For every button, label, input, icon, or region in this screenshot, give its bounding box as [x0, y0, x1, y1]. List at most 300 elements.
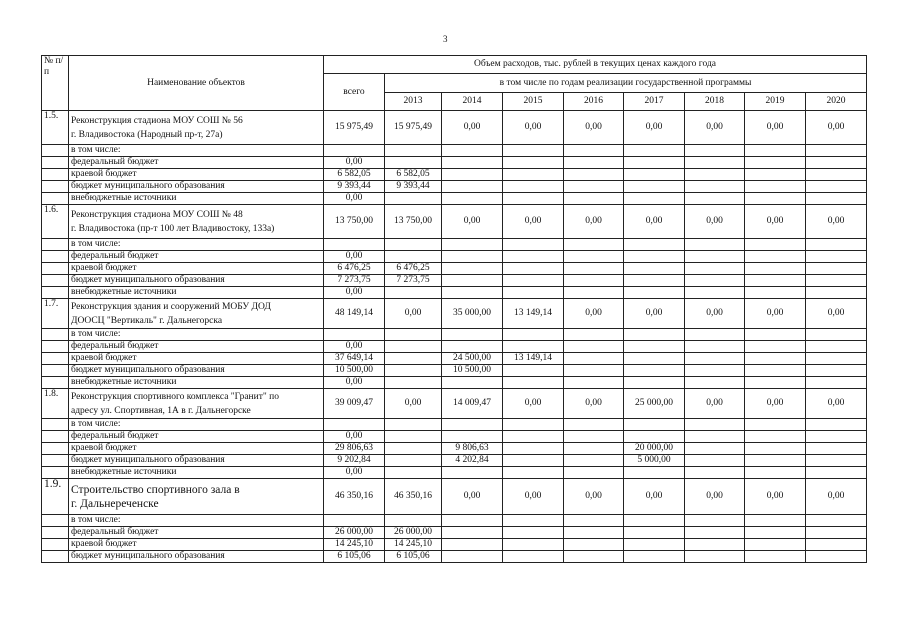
funding-num-cell	[42, 515, 69, 527]
funding-year-2016	[564, 515, 624, 527]
object-year-2014: 35 000,00	[442, 299, 503, 329]
object-year-2017: 0,00	[624, 111, 685, 145]
funding-year-2013: 7 273,75	[385, 275, 442, 287]
funding-year-2015	[503, 455, 564, 467]
funding-label: федеральный бюджет	[69, 157, 324, 169]
funding-year-2017	[624, 145, 685, 157]
funding-total	[324, 419, 385, 431]
funding-year-2015	[503, 193, 564, 205]
funding-year-2018	[685, 287, 745, 299]
funding-year-2015	[503, 263, 564, 275]
object-year-2015: 0,00	[503, 389, 564, 419]
object-year-2018: 0,00	[685, 205, 745, 239]
funding-year-2018	[685, 467, 745, 479]
funding-year-2019	[745, 251, 806, 263]
object-row	[42, 205, 867, 239]
object-year-2020: 0,00	[806, 299, 867, 329]
funding-year-2015	[503, 157, 564, 169]
object-year-2014: 0,00	[442, 479, 503, 515]
year-header-2019: 2019	[745, 93, 806, 111]
funding-year-2019	[745, 467, 806, 479]
funding-row	[42, 341, 867, 353]
funding-year-2020	[806, 467, 867, 479]
funding-year-2015	[503, 145, 564, 157]
funding-year-2017	[624, 515, 685, 527]
object-name-line2: г. Дальнереченске	[71, 497, 159, 510]
funding-total: 14 245,10	[324, 539, 385, 551]
funding-year-2014: 9 806,63	[442, 443, 503, 455]
header-num: № п/п	[42, 56, 69, 111]
funding-year-2020	[806, 377, 867, 389]
object-row	[42, 389, 867, 419]
funding-year-2017	[624, 329, 685, 341]
funding-year-2017	[624, 181, 685, 193]
funding-year-2017	[624, 353, 685, 365]
object-year-2013: 13 750,00	[385, 205, 442, 239]
funding-row	[42, 515, 867, 527]
object-row	[42, 479, 867, 515]
funding-year-2015	[503, 365, 564, 377]
funding-num-cell	[42, 341, 69, 353]
object-year-2013: 0,00	[385, 389, 442, 419]
funding-total: 0,00	[324, 251, 385, 263]
funding-year-2013: 9 393,44	[385, 181, 442, 193]
funding-year-2020	[806, 353, 867, 365]
object-name	[69, 111, 324, 145]
object-total: 15 975,49	[324, 111, 385, 145]
object-year-2017: 0,00	[624, 479, 685, 515]
object-year-2019: 0,00	[745, 111, 806, 145]
object-year-2019: 0,00	[745, 205, 806, 239]
funding-year-2020	[806, 169, 867, 181]
funding-year-2019	[745, 551, 806, 563]
object-year-2016: 0,00	[564, 479, 624, 515]
funding-year-2018	[685, 551, 745, 563]
funding-label: бюджет муниципального образования	[69, 275, 324, 287]
funding-year-2019	[745, 181, 806, 193]
funding-num-cell	[42, 145, 69, 157]
object-total: 48 149,14	[324, 299, 385, 329]
funding-year-2014	[442, 377, 503, 389]
funding-year-2013	[385, 157, 442, 169]
funding-row	[42, 157, 867, 169]
object-year-2018: 0,00	[685, 111, 745, 145]
funding-label: внебюджетные источники	[69, 287, 324, 299]
funding-year-2018	[685, 527, 745, 539]
object-year-2017: 0,00	[624, 299, 685, 329]
object-year-2014: 14 009,47	[442, 389, 503, 419]
funding-num-cell	[42, 353, 69, 365]
funding-year-2013	[385, 419, 442, 431]
funding-total: 0,00	[324, 431, 385, 443]
funding-year-2017	[624, 239, 685, 251]
funding-year-2019	[745, 515, 806, 527]
object-year-2015: 0,00	[503, 205, 564, 239]
funding-row	[42, 365, 867, 377]
funding-total: 29 806,63	[324, 443, 385, 455]
funding-num-cell	[42, 157, 69, 169]
object-name-line1: Строительство спортивного зала в	[71, 483, 240, 496]
funding-label: краевой бюджет	[69, 539, 324, 551]
year-header-2017: 2017	[624, 93, 685, 111]
funding-row	[42, 419, 867, 431]
funding-year-2018	[685, 455, 745, 467]
funding-total: 0,00	[324, 287, 385, 299]
funding-row	[42, 431, 867, 443]
funding-row	[42, 527, 867, 539]
funding-year-2013	[385, 467, 442, 479]
object-year-2016: 0,00	[564, 205, 624, 239]
object-year-2019: 0,00	[745, 389, 806, 419]
funding-num-cell	[42, 169, 69, 181]
object-year-2014: 0,00	[442, 111, 503, 145]
funding-year-2020	[806, 287, 867, 299]
funding-year-2019	[745, 431, 806, 443]
funding-year-2019	[745, 419, 806, 431]
funding-row	[42, 275, 867, 287]
funding-row	[42, 443, 867, 455]
funding-row	[42, 145, 867, 157]
funding-total: 0,00	[324, 157, 385, 169]
funding-year-2020	[806, 275, 867, 287]
funding-total: 0,00	[324, 193, 385, 205]
funding-year-2017	[624, 431, 685, 443]
funding-year-2015	[503, 239, 564, 251]
funding-year-2015	[503, 467, 564, 479]
funding-year-2019	[745, 377, 806, 389]
funding-label: бюджет муниципального образования	[69, 181, 324, 193]
object-year-2019: 0,00	[745, 479, 806, 515]
object-year-2015: 13 149,14	[503, 299, 564, 329]
funding-total: 7 273,75	[324, 275, 385, 287]
funding-year-2016	[564, 275, 624, 287]
funding-year-2019	[745, 157, 806, 169]
funding-total: 10 500,00	[324, 365, 385, 377]
header-name: Наименование объектов	[69, 56, 324, 111]
funding-total: 0,00	[324, 467, 385, 479]
object-name-line2: г. Владивостока (пр-т 100 лет Владивостоку, 133а)	[71, 223, 275, 234]
funding-label: краевой бюджет	[69, 353, 324, 365]
funding-num-cell	[42, 193, 69, 205]
funding-year-2018	[685, 251, 745, 263]
funding-year-2014	[442, 157, 503, 169]
object-year-2016: 0,00	[564, 299, 624, 329]
funding-year-2019	[745, 287, 806, 299]
funding-year-2015	[503, 527, 564, 539]
funding-label: бюджет муниципального образования	[69, 551, 324, 563]
funding-year-2019	[745, 443, 806, 455]
funding-total: 26 000,00	[324, 527, 385, 539]
funding-year-2017	[624, 157, 685, 169]
object-name-line2: адресу ул. Спортивная, 1А в г. Дальнегорске	[71, 405, 251, 416]
funding-year-2014	[442, 193, 503, 205]
object-year-2013: 0,00	[385, 299, 442, 329]
funding-year-2015	[503, 329, 564, 341]
funding-year-2016	[564, 377, 624, 389]
object-year-2013: 15 975,49	[385, 111, 442, 145]
funding-total: 6 105,06	[324, 551, 385, 563]
funding-year-2015	[503, 341, 564, 353]
funding-year-2014	[442, 551, 503, 563]
funding-year-2013: 6 582,05	[385, 169, 442, 181]
funding-year-2018	[685, 239, 745, 251]
object-year-2018: 0,00	[685, 479, 745, 515]
funding-year-2019	[745, 239, 806, 251]
funding-year-2019	[745, 365, 806, 377]
table-header	[42, 56, 867, 111]
funding-year-2019	[745, 263, 806, 275]
funding-row	[42, 455, 867, 467]
funding-row	[42, 539, 867, 551]
funding-year-2013: 6 476,25	[385, 263, 442, 275]
object-year-2020: 0,00	[806, 205, 867, 239]
funding-year-2016	[564, 527, 624, 539]
funding-num-cell	[42, 239, 69, 251]
funding-year-2014: 10 500,00	[442, 365, 503, 377]
funding-num-cell	[42, 329, 69, 341]
funding-year-2016	[564, 239, 624, 251]
funding-year-2020	[806, 181, 867, 193]
funding-year-2013	[385, 341, 442, 353]
funding-year-2014	[442, 239, 503, 251]
funding-year-2014	[442, 467, 503, 479]
funding-year-2013	[385, 431, 442, 443]
object-name-line1: Реконструкция здания и сооружений МОБУ ДОД	[71, 301, 271, 312]
funding-year-2019	[745, 527, 806, 539]
funding-year-2014	[442, 527, 503, 539]
funding-year-2013	[385, 239, 442, 251]
object-row	[42, 111, 867, 145]
funding-year-2020	[806, 443, 867, 455]
funding-year-2016	[564, 431, 624, 443]
funding-year-2017: 5 000,00	[624, 455, 685, 467]
funding-num-cell	[42, 251, 69, 263]
funding-row	[42, 193, 867, 205]
funding-row	[42, 239, 867, 251]
object-year-2020: 0,00	[806, 111, 867, 145]
funding-year-2018	[685, 145, 745, 157]
funding-num-cell	[42, 365, 69, 377]
object-name-line2: ДООСЦ "Вертикаль" г. Дальнегорска	[71, 315, 223, 326]
funding-year-2016	[564, 193, 624, 205]
funding-year-2016	[564, 181, 624, 193]
funding-year-2013	[385, 455, 442, 467]
funding-num-cell	[42, 419, 69, 431]
funding-year-2019	[745, 145, 806, 157]
table-body	[42, 111, 867, 563]
funding-year-2017	[624, 287, 685, 299]
object-name	[69, 299, 324, 329]
funding-num-cell	[42, 527, 69, 539]
funding-year-2018	[685, 515, 745, 527]
funding-total: 9 393,44	[324, 181, 385, 193]
object-year-2019: 0,00	[745, 299, 806, 329]
funding-label: бюджет муниципального образования	[69, 455, 324, 467]
object-total: 39 009,47	[324, 389, 385, 419]
funding-year-2016	[564, 455, 624, 467]
funding-year-2016	[564, 341, 624, 353]
funding-label: федеральный бюджет	[69, 527, 324, 539]
funding-label: краевой бюджет	[69, 169, 324, 181]
funding-year-2019	[745, 329, 806, 341]
funding-row	[42, 287, 867, 299]
funding-num-cell	[42, 377, 69, 389]
funding-year-2016	[564, 263, 624, 275]
funding-year-2019	[745, 341, 806, 353]
funding-year-2014	[442, 275, 503, 287]
funding-year-2020	[806, 365, 867, 377]
funding-year-2014	[442, 263, 503, 275]
funding-label: краевой бюджет	[69, 263, 324, 275]
funding-year-2013	[385, 365, 442, 377]
funding-year-2020	[806, 329, 867, 341]
funding-year-2018	[685, 181, 745, 193]
object-year-2017: 25 000,00	[624, 389, 685, 419]
funding-year-2018	[685, 431, 745, 443]
funding-label: внебюджетные источники	[69, 377, 324, 389]
object-number: 1.8.	[42, 389, 69, 419]
object-name-line2: г. Владивостока (Народный пр-т, 27а)	[71, 129, 223, 140]
funding-label: в том числе:	[69, 419, 324, 431]
funding-year-2014	[442, 145, 503, 157]
funding-row	[42, 329, 867, 341]
funding-year-2013	[385, 287, 442, 299]
object-number: 1.6.	[42, 205, 69, 239]
object-name	[69, 479, 324, 515]
funding-year-2018	[685, 353, 745, 365]
funding-year-2013	[385, 329, 442, 341]
header-expenses: Объем расходов, тыс. рублей в текущих ценах каждого года	[324, 56, 867, 74]
funding-row	[42, 467, 867, 479]
funding-year-2015	[503, 377, 564, 389]
funding-year-2016	[564, 443, 624, 455]
funding-year-2017	[624, 527, 685, 539]
funding-year-2017	[624, 251, 685, 263]
funding-year-2015	[503, 181, 564, 193]
funding-year-2020	[806, 551, 867, 563]
funding-year-2015	[503, 275, 564, 287]
object-year-2013: 46 350,16	[385, 479, 442, 515]
funding-year-2015	[503, 251, 564, 263]
funding-year-2014	[442, 251, 503, 263]
funding-total: 0,00	[324, 377, 385, 389]
funding-year-2017	[624, 377, 685, 389]
object-name-line1: Реконструкция стадиона МОУ СОШ № 56	[71, 115, 243, 126]
object-year-2016: 0,00	[564, 389, 624, 419]
funding-row	[42, 181, 867, 193]
funding-row	[42, 169, 867, 181]
funding-row	[42, 377, 867, 389]
funding-year-2018	[685, 419, 745, 431]
funding-year-2017	[624, 365, 685, 377]
funding-num-cell	[42, 275, 69, 287]
funding-year-2017	[624, 419, 685, 431]
funding-year-2015	[503, 551, 564, 563]
object-total: 46 350,16	[324, 479, 385, 515]
funding-year-2017: 20 000,00	[624, 443, 685, 455]
funding-year-2018	[685, 341, 745, 353]
funding-year-2018	[685, 443, 745, 455]
funding-year-2013	[385, 443, 442, 455]
funding-year-2018	[685, 193, 745, 205]
funding-row	[42, 263, 867, 275]
funding-year-2016	[564, 365, 624, 377]
funding-year-2015	[503, 287, 564, 299]
funding-year-2014	[442, 539, 503, 551]
funding-year-2013	[385, 353, 442, 365]
object-number: 1.9.	[42, 479, 69, 515]
object-year-2020: 0,00	[806, 389, 867, 419]
funding-year-2014	[442, 329, 503, 341]
funding-year-2017	[624, 263, 685, 275]
header-by-years: в том числе по годам реализации государственной программы	[385, 74, 867, 93]
object-year-2015: 0,00	[503, 111, 564, 145]
funding-year-2014	[442, 431, 503, 443]
header-total: всего	[324, 74, 385, 111]
funding-year-2020	[806, 145, 867, 157]
funding-year-2018	[685, 169, 745, 181]
funding-year-2014: 4 202,84	[442, 455, 503, 467]
funding-year-2016	[564, 157, 624, 169]
expenses-table	[41, 55, 867, 563]
funding-year-2020	[806, 341, 867, 353]
funding-year-2020	[806, 263, 867, 275]
funding-total: 6 476,25	[324, 263, 385, 275]
funding-row	[42, 551, 867, 563]
funding-label: федеральный бюджет	[69, 431, 324, 443]
funding-year-2017	[624, 551, 685, 563]
funding-year-2017	[624, 341, 685, 353]
funding-year-2013: 6 105,06	[385, 551, 442, 563]
funding-year-2014: 24 500,00	[442, 353, 503, 365]
funding-label: краевой бюджет	[69, 443, 324, 455]
year-header-2020: 2020	[806, 93, 867, 111]
funding-year-2015	[503, 169, 564, 181]
funding-year-2019	[745, 455, 806, 467]
funding-num-cell	[42, 455, 69, 467]
funding-year-2016	[564, 251, 624, 263]
funding-year-2017	[624, 169, 685, 181]
funding-row	[42, 353, 867, 365]
funding-year-2016	[564, 353, 624, 365]
funding-label: бюджет муниципального образования	[69, 365, 324, 377]
funding-year-2015: 13 149,14	[503, 353, 564, 365]
object-year-2014: 0,00	[442, 205, 503, 239]
funding-label: в том числе:	[69, 329, 324, 341]
funding-year-2013	[385, 251, 442, 263]
funding-year-2013	[385, 193, 442, 205]
funding-year-2017	[624, 193, 685, 205]
funding-year-2019	[745, 539, 806, 551]
funding-year-2018	[685, 539, 745, 551]
funding-year-2017	[624, 275, 685, 287]
funding-year-2016	[564, 145, 624, 157]
object-name	[69, 205, 324, 239]
object-name	[69, 389, 324, 419]
funding-year-2016	[564, 419, 624, 431]
funding-num-cell	[42, 443, 69, 455]
funding-year-2020	[806, 515, 867, 527]
funding-total	[324, 515, 385, 527]
funding-year-2013: 26 000,00	[385, 527, 442, 539]
funding-year-2018	[685, 157, 745, 169]
funding-year-2020	[806, 539, 867, 551]
funding-total: 9 202,84	[324, 455, 385, 467]
funding-num-cell	[42, 467, 69, 479]
funding-year-2020	[806, 419, 867, 431]
funding-label: федеральный бюджет	[69, 251, 324, 263]
funding-num-cell	[42, 181, 69, 193]
